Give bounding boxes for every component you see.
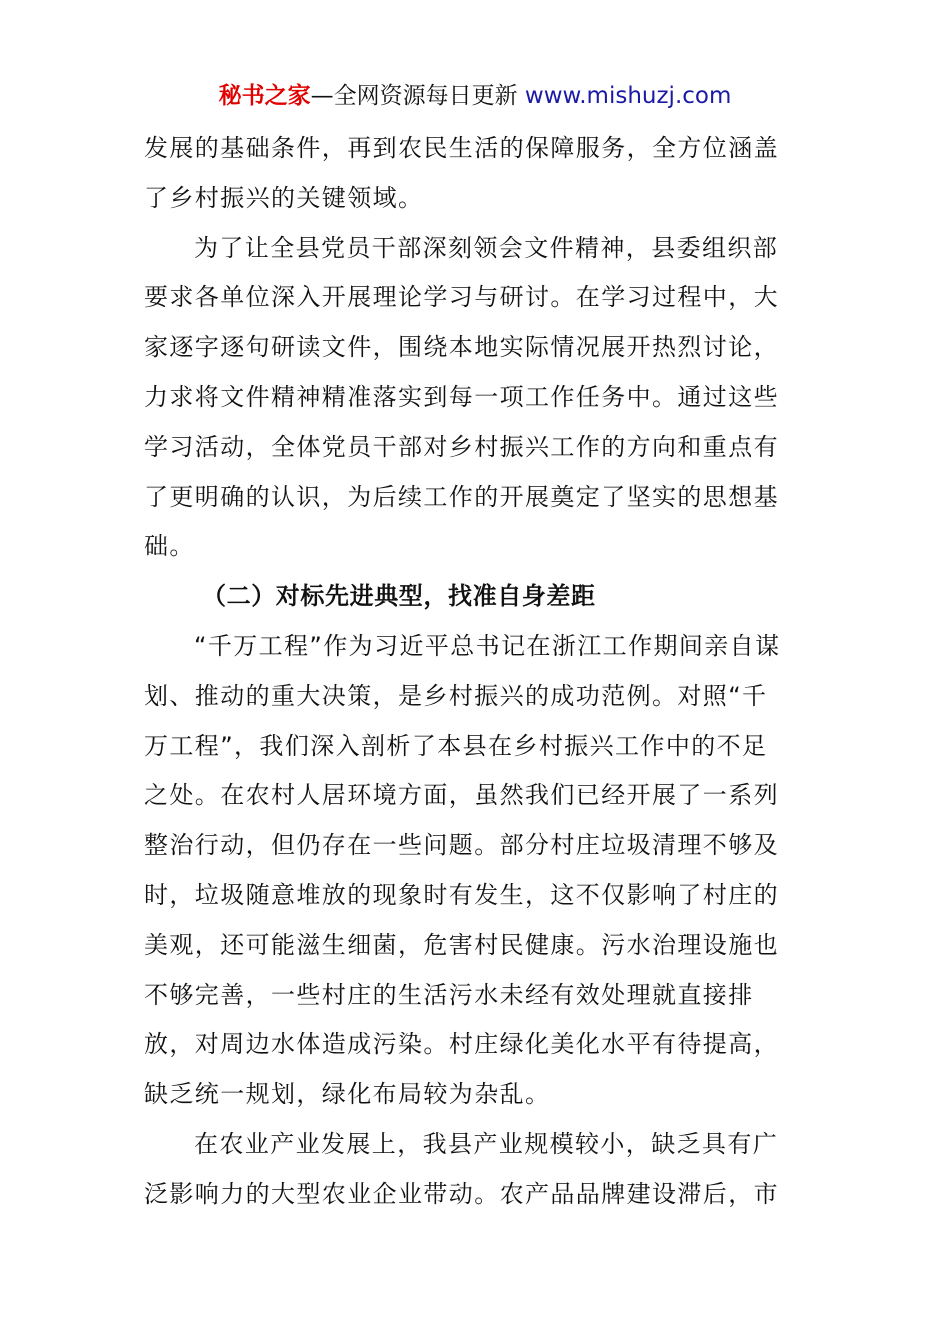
text-line: 放，对周边水体造成污染。村庄绿化美化水平有待提高， — [144, 1030, 779, 1059]
paragraph-start-line: 为了让全县党员干部深刻领会文件精神，县委组织部 — [194, 233, 779, 262]
text-line: 万工程”，我们深入剖析了本县在乡村振兴工作中的不足 — [144, 731, 768, 760]
brand-name: 秘书之家 — [218, 83, 311, 109]
text-line: 家逐字逐句研读文件，围绕本地实际情况展开热烈讨论， — [144, 333, 779, 362]
header-tagline: —全网资源每日更新 — [310, 83, 518, 109]
site-url-link[interactable]: www.mishuzj.com — [524, 83, 732, 109]
text-line: 要求各单位深入开展理论学习与研讨。在学习过程中，大 — [144, 283, 779, 312]
text-line: 时，垃圾随意堆放的现象时有发生，这不仅影响了村庄的 — [144, 880, 779, 909]
text-line: 学习活动，全体党员干部对乡村振兴工作的方向和重点有 — [144, 432, 779, 461]
text-line: 之处。在农村人居环境方面，虽然我们已经开展了一系列 — [144, 781, 779, 810]
text-line: 划、推动的重大决策，是乡村振兴的成功范例。对照“千 — [144, 681, 768, 710]
text-line: 美观，还可能滋生细菌，危害村民健康。污水治理设施也 — [144, 930, 779, 959]
text-line: 了更明确的认识，为后续工作的开展奠定了坚实的思想基 — [144, 482, 779, 511]
text-line: 础。 — [144, 532, 195, 561]
text-line: 整治行动，但仍存在一些问题。部分村庄垃圾清理不够及 — [144, 831, 779, 860]
site-header — [0, 80, 950, 112]
text-line: 泛影响力的大型农业企业带动。农产品品牌建设滞后，市 — [144, 1179, 779, 1208]
text-line: 力求将文件精神精准落实到每一项工作任务中。通过这些 — [144, 382, 779, 411]
section-heading: （二）对标先进典型，找准自身差距 — [202, 582, 596, 611]
text-line: 不够完善，一些村庄的生活污水未经有效处理就直接排 — [144, 980, 754, 1009]
text-line: 了乡村振兴的关键领域。 — [144, 183, 424, 212]
paragraph-start-line: 在农业产业发展上，我县产业规模较小，缺乏具有广 — [194, 1129, 779, 1158]
document-body — [144, 124, 808, 1220]
text-line: 缺乏统一规划，绿化布局较为杂乱。 — [144, 1080, 551, 1109]
text-line: 发展的基础条件，再到农民生活的保障服务，全方位涵盖 — [144, 134, 779, 162]
paragraph-start-line: “千万工程”作为习近平总书记在浙江工作期间亲自谋 — [194, 631, 781, 660]
